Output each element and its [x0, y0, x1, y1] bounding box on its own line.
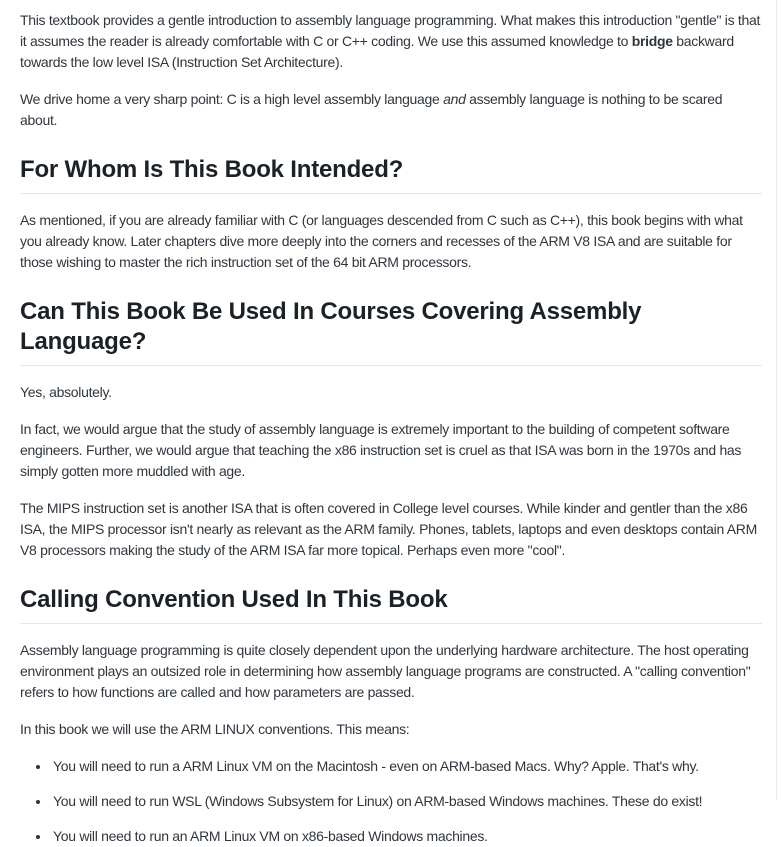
list-item: • You will need to run a ARM Linux VM on the Macintosh - even on ARM-based Macs. Why? Apple. That's why.: [51, 756, 762, 777]
paragraph: This textbook provides a gentle introduction to assembly language programming. What makes this introduction "gentle" is that it assumes the reader is already comfortable with C or C++ coding. We use this assumed knowledge to bridge backward towards the low level ISA (Instruction Set Architecture).: [20, 12, 761, 70]
section-heading-for-whom-is-this-book-intended: For Whom Is This Book Intended?: [20, 155, 762, 194]
bullet-list: [20, 756, 762, 847]
bold-text: bridge: [631, 33, 673, 49]
paragraph: Assembly language programming is quite closely dependent upon the underlying hardware architecture. The host operating environment plays an outsized role in determining how assembly language programs are constructed. A "calling convention" refers to how functions are called and how parameters are passed.: [20, 642, 751, 700]
paragraph: As mentioned, if you are already familiar with C (or languages descended from C such as C++), this book begins with what you already know. Later chapters dive more deeply into the corners and recesses of the ARM V8 ISA and are suitable for those wishing to master the rich instruction set of the 64 bit ARM processors.: [20, 212, 743, 270]
section-heading-calling-convention-used-in-this-book: Calling Convention Used In This Book: [20, 585, 762, 624]
paragraph: Yes, absolutely.: [20, 384, 112, 400]
paragraph: In fact, we would argue that the study of assembly language is extremely important to the building of competent software engineers. Further, we would argue that teaching the x86 instruction set is cruel as that ISA was born in the 1970s and has simply gotten more muddled with age.: [20, 421, 742, 479]
italic-text: and: [443, 91, 466, 107]
section-heading-can-this-book-be-used-in-courses-covering-assembly-language: Can This Book Be Used In Courses Covering Assembly Language?: [20, 297, 762, 366]
paragraph: The MIPS instruction set is another ISA that is often covered in College level courses. While kinder and gentler than the x86 ISA, the MIPS processor isn't nearly as relevant as the ARM family. Phones, tablets, laptops and even desktops contain ARM V8 processors making the study of the ARM ISA far more topical. Perhaps even more "cool".: [20, 500, 757, 558]
paragraph: In this book we will use the ARM LINUX conventions. This means:: [20, 721, 410, 737]
list-item: • You will need to run an ARM Linux VM on x86-based Windows machines.: [51, 826, 762, 847]
paragraph: We drive home a very sharp point: C is a high level assembly language and assembly language is nothing to be scared about.: [20, 91, 723, 128]
list-item: • You will need to run WSL (Windows Subsystem for Linux) on ARM-based Windows machines. These do exist!: [51, 791, 762, 812]
page-right-divider: [776, 0, 777, 800]
